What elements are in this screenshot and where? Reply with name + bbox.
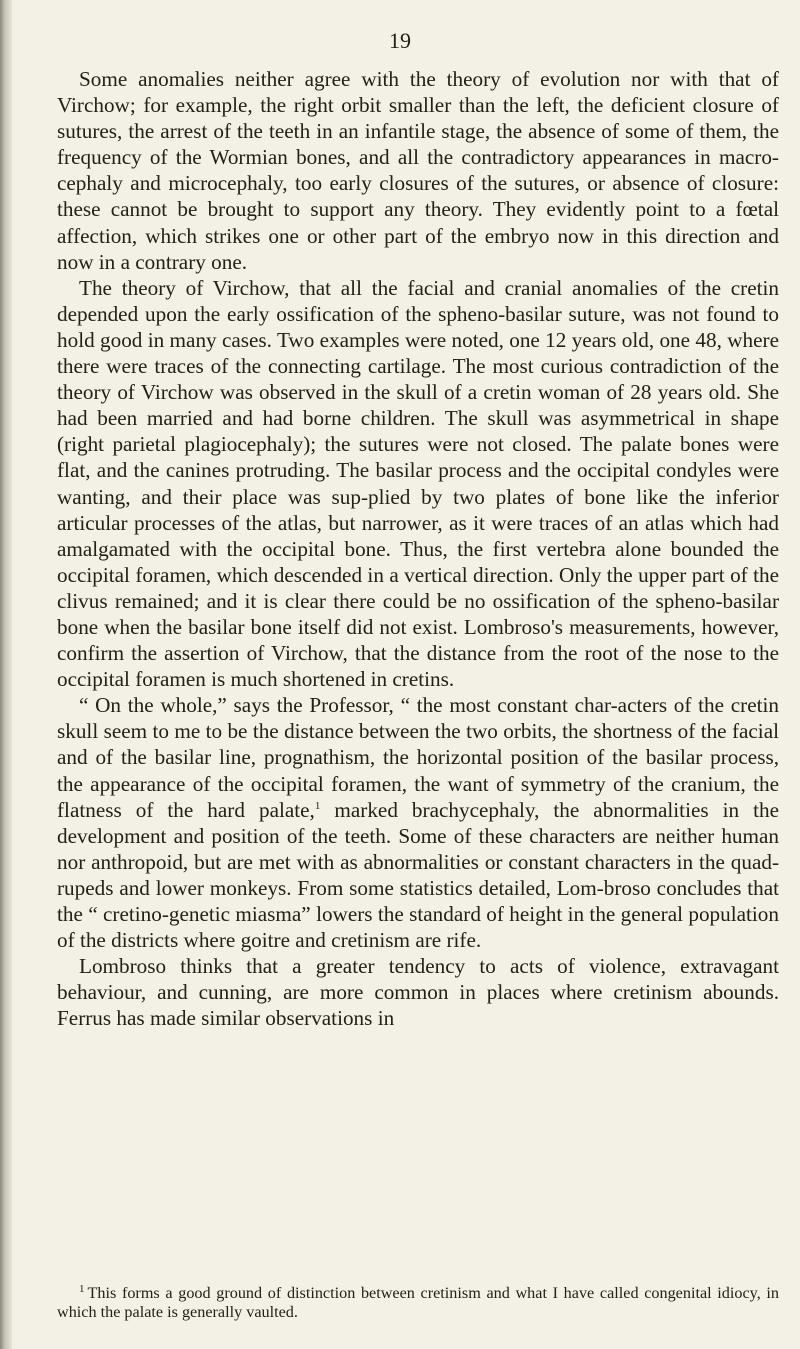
paragraph-3 (57, 692, 779, 953)
footnote-text: This forms a good ground of distinction between cretinism and what I have called congenital idiocy, in which the palate is generally vaulted. (57, 1284, 779, 1321)
footnote-reference: 1 (314, 799, 321, 812)
paragraph-3-text-before: “ On the whole,” says the Professor, “ the most constant char-acters of the cretin skull seem to me to be the distance between the two orbits, the shortness of the facial and of the basilar line, prognathism, the horizontal position of the basilar process, the appearance of the occipital foramen, the want of symmetry of the cranium, the flatness of the hard palate, (57, 693, 779, 822)
body-text (57, 66, 779, 1031)
paragraph-4: Lombroso thinks that a greater tendency to acts of violence, extravagant behaviour, and cunning, are more common in places where cretinism abounds. Ferrus has made similar observations in (57, 954, 779, 1031)
footnote (57, 1284, 779, 1322)
paragraph-3-text-after: marked brachycephaly, the abnormalities in the development and position of the teeth. Some of these characters are neither human nor anthropoid, but are met with as abnormalities or constant characters in the quad-rupeds and lower monkeys. From some statistics detailed, Lom-broso concludes that the “ cretino-genetic miasma” lowers the standard of height in the general population of the districts where goitre and cretinism are rife. (57, 797, 780, 953)
footnote-mark: 1 (79, 1282, 85, 1295)
paragraph-1: Some anomalies neither agree with the theory of evolution nor with that of Virchow; for example, the right orbit smaller than the left, the deficient closure of sutures, the arrest of the teeth in an infantile stage, the absence of some of them, the frequency of the Wormian bones, and all the contradictory appearances in macro-cephaly and microcephaly, too early closures of the sutures, or absence of closure: these cannot be brought to support any theory. They evidently point to a fœtal affection, which strikes one or other part of the embryo now in this direction and now in a contrary one. (57, 67, 779, 274)
page-number: 19 (389, 28, 411, 53)
paragraph-2: The theory of Virchow, that all the facial and cranial anomalies of the cretin depended upon the early ossification of the spheno-basilar suture, was not found to hold good in many cases. Two examples were noted, one 12 years old, one 48, where there were traces of the connecting cartilage. The most curious contradiction of the theory of Virchow was observed in the skull of a cretin woman of 28 years old. She had been married and had borne children. The skull was asymmetrical in shape (right parietal plagiocephaly); the sutures were not closed. The palate bones were flat, and the canines protruding. The basilar process and the occipital condyles were wanting, and their place was sup-plied by two plates of bone like the inferior articular processes of the atlas, but narrower, as it were traces of an atlas which had amalgamated with the occipital bone. Thus, the first vertebra alone bounded the occipital foramen, which descended in a vertical direction. Only the upper part of the clivus remained; and it is clear there could be no ossification of the spheno-basilar bone when the basilar bone itself did not exist. Lombroso's measurements, however, confirm the assertion of Virchow, that the distance from the root of the nose to the occipital foramen is much shortened in cretins. (57, 275, 779, 692)
